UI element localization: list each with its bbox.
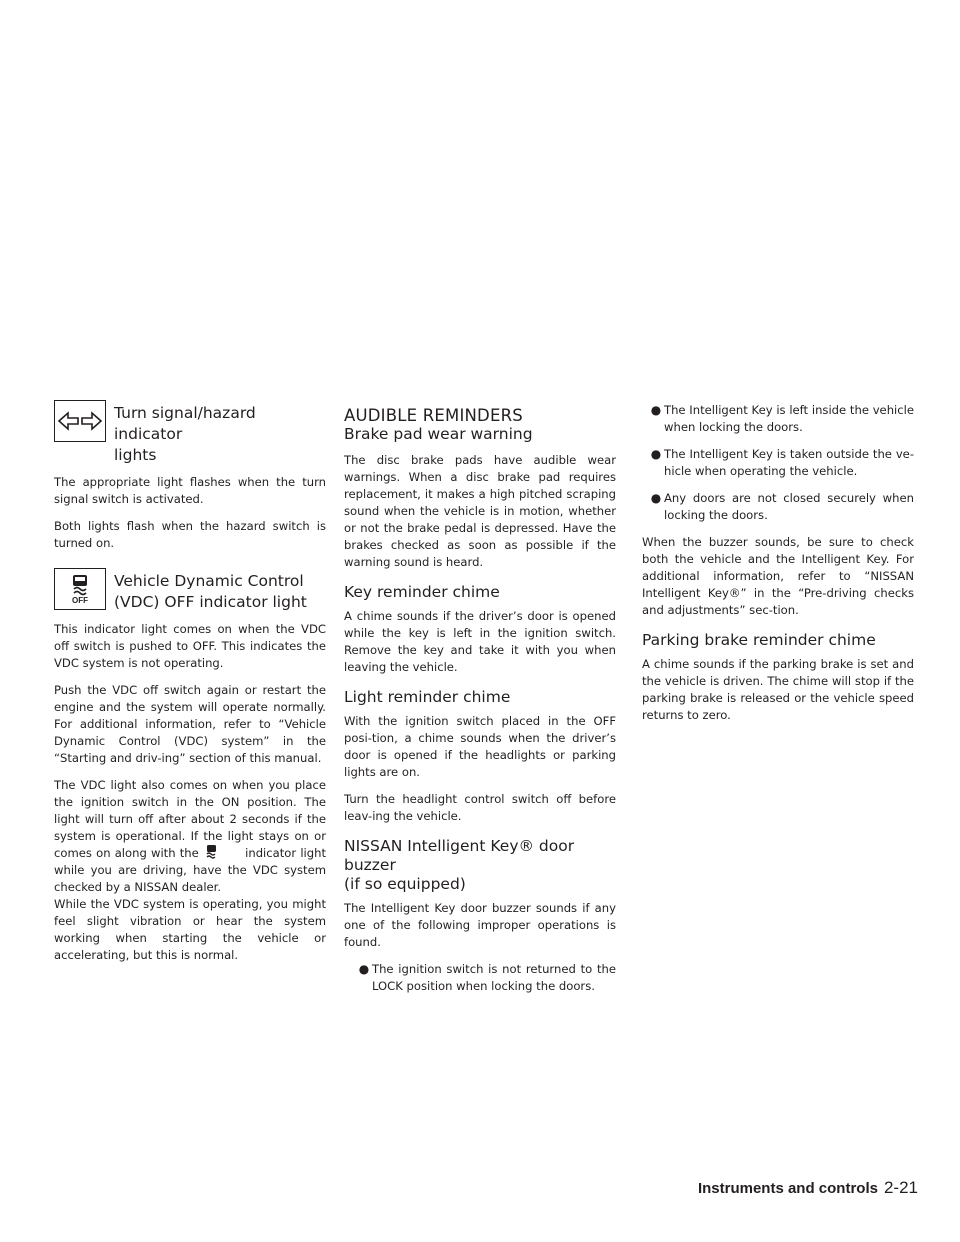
list-item: ● The ignition switch is not returned to the LOCK position when locking the doors. bbox=[344, 961, 616, 995]
turn-signal-heading bbox=[54, 396, 326, 466]
key-reminder-heading: Key reminder chime bbox=[344, 583, 500, 601]
vdc-off-icon-label: OFF bbox=[72, 596, 88, 605]
section-heading: AUDIBLE REMINDERS bbox=[344, 406, 523, 425]
list-item: ● Any doors are not closed securely when locking the doors. bbox=[642, 490, 914, 524]
turn-signal-title: Turn signal/hazard indicator lights bbox=[114, 404, 256, 464]
bullet-icon: ● bbox=[358, 962, 370, 976]
brake-pad-paragraph: The disc brake pads have audible wear warnings. When a disc brake pad requires replacement, it makes a high pitched scraping sound when the vehicle is in motion, whether or not the brake pedal is depressed. Have the brakes checked as soon as possible if the warning sound is heard. bbox=[344, 453, 616, 569]
column-left bbox=[54, 396, 326, 974]
bullet-icon: ● bbox=[650, 403, 662, 417]
turn-signal-arrows-icon bbox=[54, 400, 106, 442]
parking-brake-paragraph: A chime sounds if the parking brake is set and the vehicle is driven. The chime will stop if the parking brake is released or the vehicle speed returns to zero. bbox=[642, 657, 914, 722]
light-reminder-paragraph-1: With the ignition switch placed in the OFF posi-tion, a chime sounds when the driver’s door is opened if the headlights or parking lights are on. bbox=[344, 714, 616, 779]
intelligent-key-heading: NISSAN Intelligent Key® door buzzer (if so equipped) bbox=[344, 837, 575, 893]
list-item: ● The Intelligent Key is left inside the vehicle when locking the doors. bbox=[642, 402, 914, 436]
bullet-icon: ● bbox=[650, 447, 662, 461]
light-reminder-heading: Light reminder chime bbox=[344, 688, 511, 706]
turn-signal-paragraph-2: Both lights flash when the hazard switch is turned on. bbox=[54, 519, 326, 550]
parking-brake-heading: Parking brake reminder chime bbox=[642, 631, 876, 649]
page-footer bbox=[642, 1178, 918, 1199]
column-right bbox=[642, 396, 914, 734]
key-reminder-paragraph: A chime sounds if the driver’s door is opened while the key is left in the ignition switch. Remove the key and take it with you when leaving the vehicle. bbox=[344, 609, 616, 674]
vdc-paragraph-2: Push the VDC off switch again or restart the engine and the system will operate normally. For additional information, refer to “Vehicle Dynamic Control (VDC) system” in the “Starting and driv-ing” section of this manual. bbox=[54, 683, 326, 765]
footer-section-name: Instruments and controls bbox=[697, 1180, 878, 1197]
slip-indicator-icon bbox=[203, 845, 241, 859]
intelligent-key-paragraph: The Intelligent Key door buzzer sounds if any one of the following improper operations is found. bbox=[344, 901, 616, 949]
vdc-paragraph-3: The VDC light also comes on when you place the ignition switch in the ON position. The light will turn off after about 2 seconds if the system is operational. If the light stays on or comes on along with the indicator light while you are driving, have the VDC system checked by a NISSAN dealer. bbox=[54, 778, 327, 894]
vdc-title: Vehicle Dynamic Control (VDC) OFF indicator light bbox=[114, 572, 307, 611]
page-number: 2-21 bbox=[883, 1178, 918, 1197]
vdc-paragraph-1: This indicator light comes on when the VDC off switch is pushed to OFF. This indicates the VDC system is not operating. bbox=[54, 622, 326, 670]
turn-signal-paragraph-1: The appropriate light flashes when the turn signal switch is activated. bbox=[54, 475, 326, 506]
bullet-icon: ● bbox=[650, 491, 662, 505]
vdc-paragraph-4: While the VDC system is operating, you might feel slight vibration or hear the system working when starting the vehicle or accelerating, but this is normal. bbox=[54, 897, 326, 962]
buzzer-paragraph: When the buzzer sounds, be sure to check both the vehicle and the Intelligent Key. For additional information, refer to “NISSAN Intelligent Key®” in the “Pre-driving checks and adjustments” sec-tion. bbox=[642, 535, 914, 617]
column-middle bbox=[344, 396, 616, 1005]
vdc-heading bbox=[54, 564, 326, 613]
brake-pad-heading: Brake pad wear warning bbox=[344, 425, 533, 443]
list-item: ● The Intelligent Key is taken outside the ve-hicle when operating the vehicle. bbox=[642, 446, 914, 480]
light-reminder-paragraph-2: Turn the headlight control switch off before leav-ing the vehicle. bbox=[344, 792, 616, 823]
vdc-off-icon bbox=[54, 568, 106, 610]
